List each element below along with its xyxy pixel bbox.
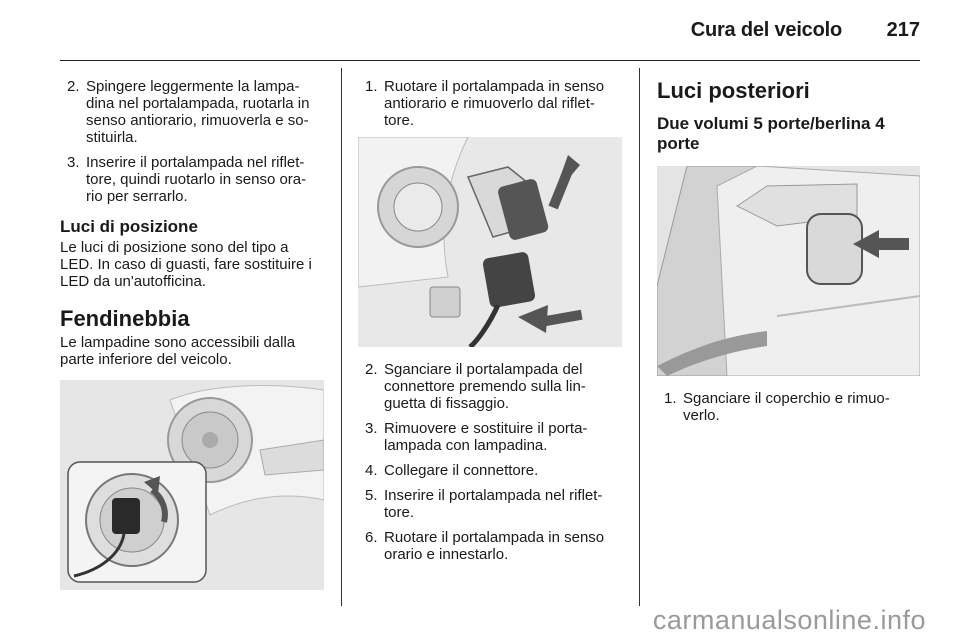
step-item bbox=[358, 361, 622, 412]
column-right bbox=[657, 78, 920, 432]
step-number: 2. bbox=[67, 78, 80, 95]
step-item bbox=[358, 487, 622, 521]
step-text: Ruotare il portalampada in senso orario e innestarlo. bbox=[384, 529, 605, 563]
step-number: 1. bbox=[664, 390, 677, 407]
step-number: 4. bbox=[365, 462, 378, 479]
step-list bbox=[358, 78, 622, 129]
watermark: carmanualsonline.info bbox=[652, 605, 926, 635]
rear-lights-subheading: Due volumi 5 porte/berlina 4 porte bbox=[657, 114, 885, 153]
bulb-holder-illustration bbox=[358, 137, 622, 347]
step-text: Collegare il connettore. bbox=[384, 462, 539, 479]
step-text: Inserire il portalampada nel riflet- tore, quindi ruotarlo in senso ora- rio per serrarlo. bbox=[86, 154, 307, 205]
step-item bbox=[358, 529, 622, 563]
rear-lights-heading: Luci posteriori bbox=[657, 78, 810, 103]
step-item bbox=[60, 154, 324, 205]
step-item bbox=[358, 462, 622, 479]
step-text: Inserire il portalampada nel riflet- tore. bbox=[384, 487, 603, 521]
step-list bbox=[358, 361, 622, 563]
step-list bbox=[657, 390, 920, 424]
column-divider bbox=[341, 68, 342, 606]
step-text: Ruotare il portalampada in senso antiorario e rimuoverlo dal riflet- tore. bbox=[384, 78, 605, 129]
fog-light-illustration bbox=[60, 380, 324, 590]
step-item bbox=[60, 78, 324, 146]
step-number: 6. bbox=[365, 529, 378, 546]
step-item bbox=[657, 390, 920, 424]
section-title: Cura del veicolo bbox=[690, 19, 842, 41]
fog-lights-text: Le lampadine sono accessibili dalla parte inferiore del veicolo. bbox=[60, 334, 296, 368]
step-number: 2. bbox=[365, 361, 378, 378]
step-number: 3. bbox=[67, 154, 80, 171]
step-item bbox=[358, 78, 622, 129]
step-text: Sganciare il portalampada del connettore premendo sulla lin- guetta di fissaggio. bbox=[384, 361, 586, 412]
step-item bbox=[358, 420, 622, 454]
position-lights-heading: Luci di posizione bbox=[60, 217, 198, 236]
page-header bbox=[60, 0, 920, 61]
column-middle bbox=[358, 78, 622, 571]
column-divider bbox=[639, 68, 640, 606]
step-text: Rimuovere e sostituire il porta- lampada con lampadina. bbox=[384, 420, 588, 454]
rear-cover-illustration bbox=[657, 166, 920, 376]
position-lights-text: Le luci di posizione sono del tipo a LED. In caso di guasti, fare sostituire i LED da un'autofficina. bbox=[60, 239, 312, 290]
page-number: 217 bbox=[886, 19, 920, 41]
step-text: Spingere leggermente la lampa- dina nel portalampada, ruotarla in senso antiorario, rimuoverla e so- stituirla. bbox=[86, 78, 310, 146]
step-list bbox=[60, 78, 324, 205]
step-text: Sganciare il coperchio e rimuo- verlo. bbox=[683, 390, 890, 424]
column-left bbox=[60, 78, 324, 590]
step-number: 1. bbox=[365, 78, 378, 95]
step-number: 5. bbox=[365, 487, 378, 504]
step-number: 3. bbox=[365, 420, 378, 437]
fog-lights-heading: Fendinebbia bbox=[60, 306, 190, 331]
